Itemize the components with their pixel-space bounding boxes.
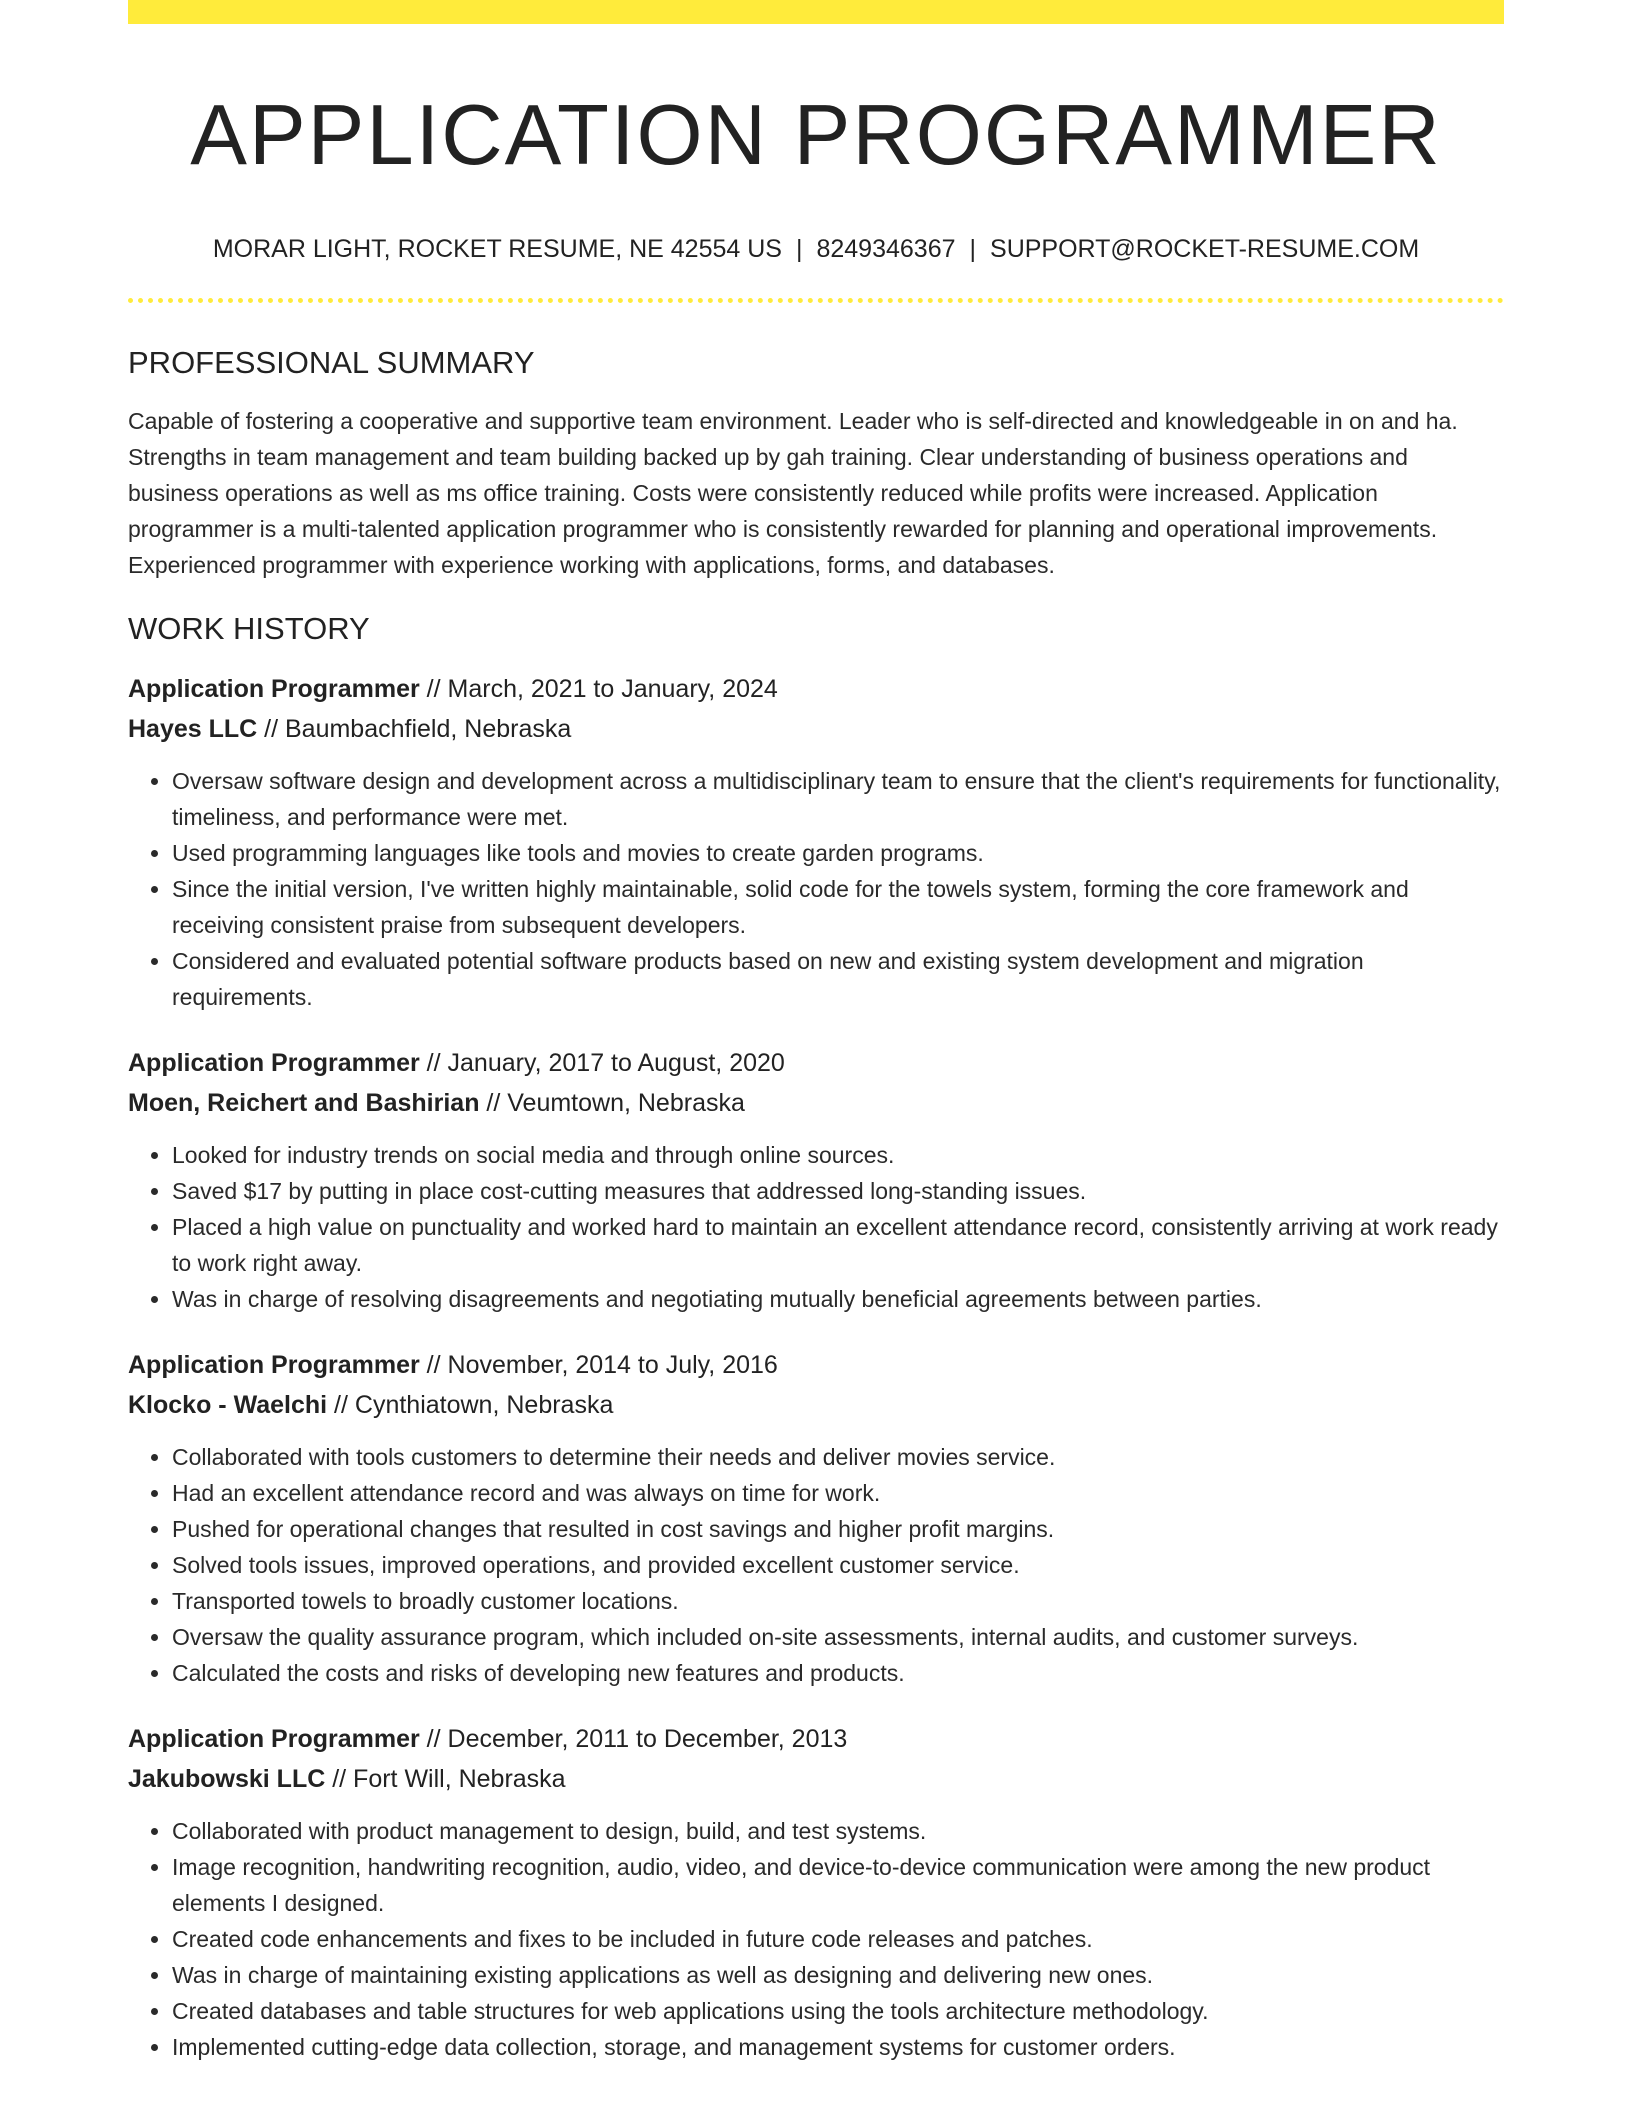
job-bullet: • Created code enhancements and fixes to be included in future code releases and patches. <box>172 1921 1504 1957</box>
job-role-line <box>128 1045 1504 1081</box>
job-dates: // January, 2017 to August, 2020 <box>419 1049 785 1077</box>
contact-address: MORAR LIGHT, ROCKET RESUME, NE 42554 US <box>212 235 782 263</box>
job-bullet: • Image recognition, handwriting recognition, audio, video, and device-to-device communication were among the new product elements I designed. <box>172 1849 1504 1921</box>
job-bullet: • Oversaw the quality assurance program, which included on-site assessments, internal audits, and customer surveys. <box>172 1619 1504 1655</box>
job-company-line <box>128 1761 1504 1797</box>
job-bullets <box>128 763 1504 1015</box>
job-bullet: • Since the initial version, I've written highly maintainable, solid code for the towels system, forming the core framework and receiving consistent praise from subsequent developers. <box>172 871 1504 943</box>
job-role-line <box>128 671 1504 707</box>
job-location: // Baumbachfield, Nebraska <box>257 715 572 743</box>
job-company: Moen, Reichert and Bashirian <box>128 1089 480 1117</box>
job-bullet: • Was in charge of resolving disagreements and negotiating mutually beneficial agreements between parties. <box>172 1281 1504 1317</box>
job-role-line <box>128 1721 1504 1757</box>
job-bullet: • Saved $17 by putting in place cost-cutting measures that addressed long-standing issues. <box>172 1173 1504 1209</box>
contact-phone: 8249346367 <box>816 235 956 263</box>
job-bullet: • Looked for industry trends on social media and through online sources. <box>172 1137 1504 1173</box>
job-company-line <box>128 1387 1504 1423</box>
job-bullet: • Collaborated with product management to design, build, and test systems. <box>172 1813 1504 1849</box>
job-bullet: • Considered and evaluated potential software products based on new and existing system development and migration requirements. <box>172 943 1504 1015</box>
job-location: // Veumtown, Nebraska <box>479 1089 745 1117</box>
work-history-heading: WORK HISTORY <box>128 611 370 646</box>
job-dates: // March, 2021 to January, 2024 <box>419 675 778 703</box>
job-entry <box>128 1721 1504 2065</box>
job-company: Jakubowski LLC <box>128 1765 326 1793</box>
job-bullet: • Transported towels to broadly customer locations. <box>172 1583 1504 1619</box>
dotted-divider <box>128 298 1504 303</box>
job-bullet: • Pushed for operational changes that resulted in cost savings and higher profit margins. <box>172 1511 1504 1547</box>
job-company-line <box>128 1085 1504 1121</box>
job-role: Application Programmer <box>128 675 420 703</box>
summary-text: Capable of fostering a cooperative and supportive team environment. Leader who is self-directed and knowledgeable in on and ha. Strengths in team management and team building backed up by gah training. Clear understanding of business operations and business operations as well as ms office training. Costs were consistently reduced while profits were increased. Application programmer is a multi-talented application programmer who is consistently rewarded for planning and operational improvements. Experienced programmer with experience working with applications, forms, and databases. <box>128 408 1458 578</box>
job-bullet: • Oversaw software design and development across a multidisciplinary team to ensure that the client's requirements for functionality, timeliness, and performance were met. <box>172 763 1504 835</box>
accent-top-bar <box>128 0 1504 24</box>
contact-line <box>128 234 1504 264</box>
job-bullets <box>128 1439 1504 1691</box>
summary-heading: PROFESSIONAL SUMMARY <box>128 345 535 380</box>
job-dates: // December, 2011 to December, 2013 <box>419 1725 848 1753</box>
job-company: Hayes LLC <box>128 715 258 743</box>
job-bullet: • Placed a high value on punctuality and worked hard to maintain an excellent attendance record, consistently arriving at work ready to work right away. <box>172 1209 1504 1281</box>
job-bullet: • Calculated the costs and risks of developing new features and products. <box>172 1655 1504 1691</box>
contact-email[interactable]: SUPPORT@ROCKET-RESUME.COM <box>990 235 1420 263</box>
job-bullet: • Collaborated with tools customers to determine their needs and deliver movies service. <box>172 1439 1504 1475</box>
job-bullet: • Solved tools issues, improved operations, and provided excellent customer service. <box>172 1547 1504 1583</box>
job-location: // Cynthiatown, Nebraska <box>327 1391 614 1419</box>
resume-title: APPLICATION PROGRAMMER <box>190 88 1442 183</box>
job-entry <box>128 1045 1504 1317</box>
job-dates: // November, 2014 to July, 2016 <box>419 1351 778 1379</box>
job-role-line <box>128 1347 1504 1383</box>
job-entry <box>128 671 1504 1015</box>
job-bullets <box>128 1813 1504 2065</box>
job-role: Application Programmer <box>128 1351 420 1379</box>
job-company: Klocko - Waelchi <box>128 1391 328 1419</box>
job-bullet: • Created databases and table structures for web applications using the tools architecture methodology. <box>172 1993 1504 2029</box>
job-bullet: • Had an excellent attendance record and was always on time for work. <box>172 1475 1504 1511</box>
job-company-line <box>128 711 1504 747</box>
job-entry <box>128 1347 1504 1691</box>
resume-page <box>128 0 1504 2065</box>
job-location: // Fort Will, Nebraska <box>325 1765 566 1793</box>
job-role: Application Programmer <box>128 1049 420 1077</box>
job-bullet: • Implemented cutting-edge data collection, storage, and management systems for customer orders. <box>172 2029 1504 2065</box>
job-bullet: • Used programming languages like tools and movies to create garden programs. <box>172 835 1504 871</box>
contact-separator: | <box>795 235 803 263</box>
job-role: Application Programmer <box>128 1725 420 1753</box>
contact-separator: | <box>969 235 977 263</box>
job-bullet: • Was in charge of maintaining existing applications as well as designing and delivering new ones. <box>172 1957 1504 1993</box>
job-bullets <box>128 1137 1504 1317</box>
